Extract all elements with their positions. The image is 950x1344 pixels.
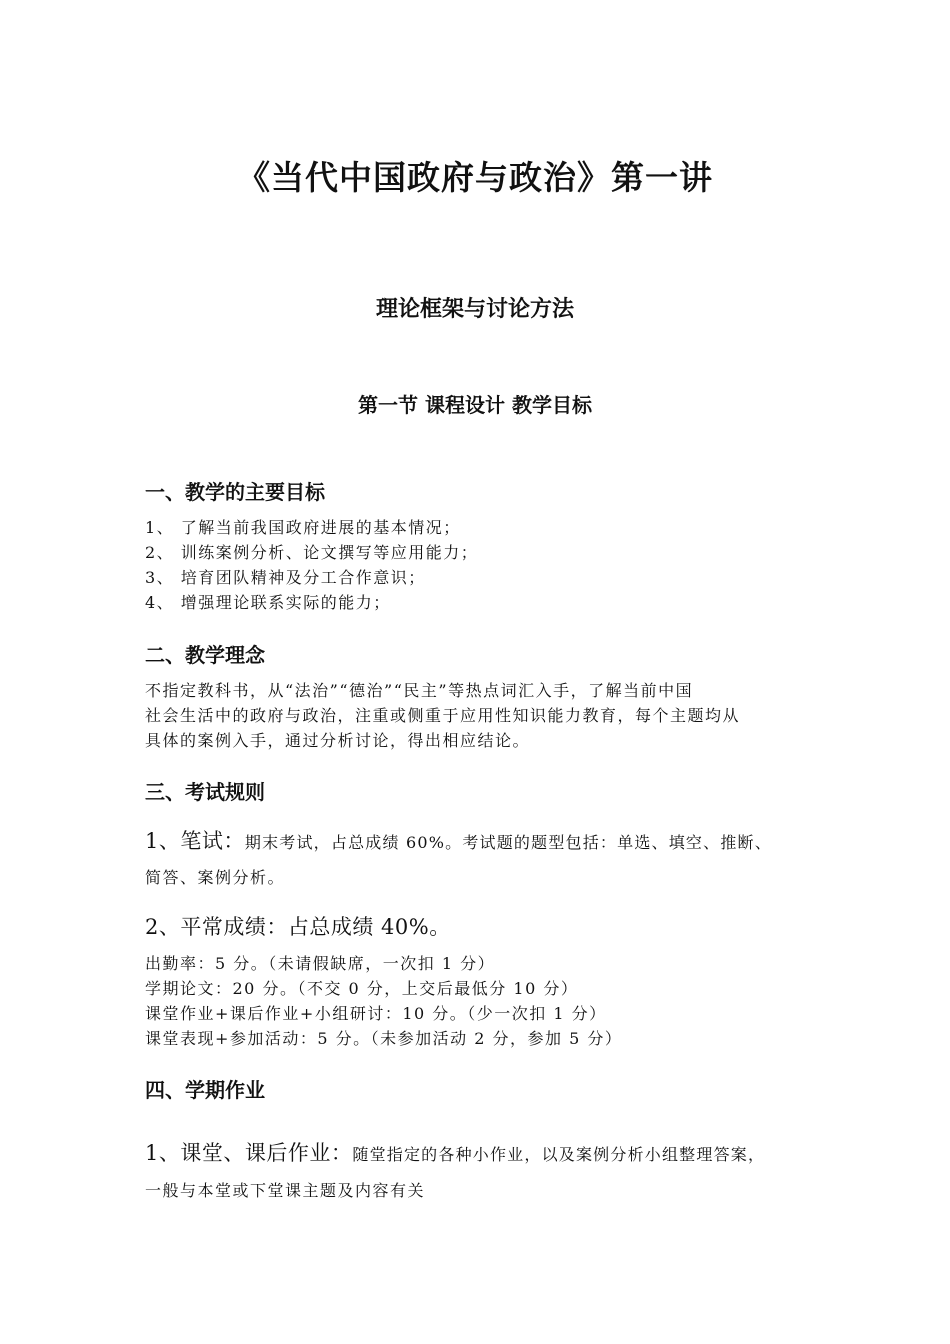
- homework-line: [145, 1134, 825, 1174]
- homework-text: 随堂指定的各种小作业，以及案例分析小组整理答案，: [352, 1145, 766, 1164]
- philosophy-line: 具体的案例入手，通过分析讨论，得出相应结论。: [145, 731, 531, 750]
- heading-exam-rules: 三、考试规则: [145, 780, 265, 804]
- philosophy-line: 社会生活中的政府与政治，注重或侧重于应用性知识能力教育，每个主题均从: [145, 706, 741, 725]
- document-subtitle: 理论框架与讨论方法: [375, 297, 574, 322]
- grade-item: 课堂表现+参加活动：5 分。（未参加活动 2 分，参加 5 分）: [145, 1029, 623, 1048]
- heading-teaching-philosophy: 二、教学理念: [145, 643, 265, 667]
- document-title: 《当代中国政府与政治》第一讲: [237, 158, 713, 197]
- philosophy-line: 不指定教科书，从“法治”“德治”“民主”等热点词汇入手，了解当前中国: [145, 681, 694, 700]
- exam-written-cont: 简答、案例分析。: [145, 868, 286, 887]
- goal-item: 1、 了解当前我国政府进展的基本情况；: [145, 518, 461, 537]
- exam-written: [145, 822, 825, 862]
- goal-item: 4、 增强理论联系实际的能力；: [145, 593, 391, 612]
- grade-item: 出勤率：5 分。（未请假缺席，一次扣 1 分）: [145, 954, 496, 973]
- homework-cont: 一般与本堂或下堂课主题及内容有关: [145, 1181, 426, 1200]
- grade-item: 学期论文：20 分。（不交 0 分，上交后最低分 10 分）: [145, 979, 579, 998]
- goal-item: 2、 训练案例分析、论文撰写等应用能力；: [145, 543, 479, 562]
- goal-item: 3、 培育团队精神及分工合作意识；: [145, 568, 426, 587]
- regular-grade-heading: 2、平常成绩：占总成绩 40%。: [145, 915, 451, 939]
- exam-written-text: 期末考试，占总成绩 60%。考试题的题型包括：单选、填空、推断、: [244, 833, 772, 852]
- heading-teaching-goals: 一、教学的主要目标: [145, 480, 325, 504]
- exam-written-label: 1、笔试：: [145, 829, 245, 853]
- section-title: 第一节 课程设计 教学目标: [358, 393, 592, 417]
- homework-label: 1、课堂、课后作业：: [145, 1141, 353, 1165]
- heading-semester-homework: 四、学期作业: [145, 1078, 265, 1102]
- grade-item: 课堂作业+课后作业+小组研讨：10 分。（少一次扣 1 分）: [145, 1004, 607, 1023]
